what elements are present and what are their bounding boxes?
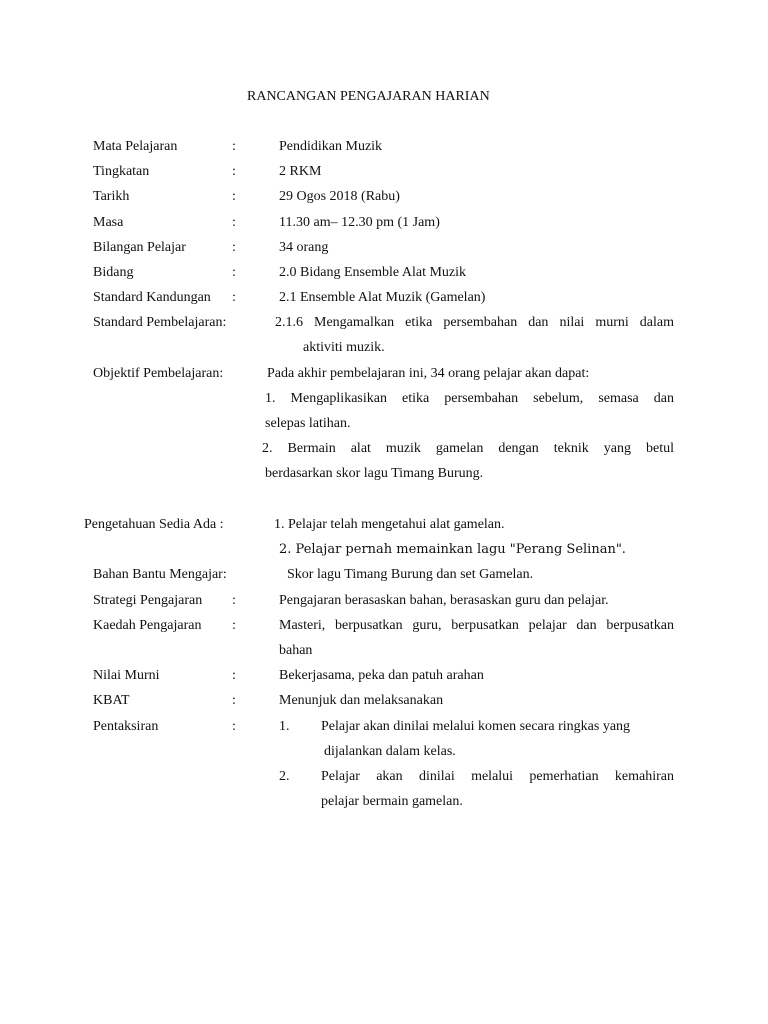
value-nilai-murni: Bekerjasama, peka dan patuh arahan	[279, 668, 484, 683]
value-strategi-pengajaran: Pengajaran berasaskan bahan, berasaskan guru dan pelajar.	[279, 593, 609, 608]
value-kbat: Menunjuk dan melaksanakan	[279, 693, 444, 708]
value-kaedah-pengajaran-line1: Masteri, berpusatkan guru, berpusatkan pelajar dan berpusatkan	[279, 618, 674, 633]
label-standard-kandungan: Standard Kandungan	[93, 290, 211, 305]
pentaksiran-item2-line2: pelajar bermain gamelan.	[321, 794, 463, 809]
label-bilangan-pelajar: Bilangan Pelajar	[93, 240, 186, 255]
colon: :	[232, 719, 236, 734]
pentaksiran-item1-number: 1.	[279, 719, 290, 734]
label-standard-pembelajaran: Standard Pembelajaran:	[93, 315, 227, 330]
colon: :	[232, 164, 236, 179]
colon: :	[232, 139, 236, 154]
label-kaedah-pengajaran: Kaedah Pengajaran	[93, 618, 202, 633]
label-bahan-bantu-mengajar: Bahan Bantu Mengajar:	[93, 567, 227, 582]
value-standard-kandungan: 2.1 Ensemble Alat Muzik (Gamelan)	[279, 290, 486, 305]
label-bidang: Bidang	[93, 265, 134, 280]
pentaksiran-item1-line2: dijalankan dalam kelas.	[324, 744, 456, 759]
value-standard-pembelajaran-line2: aktiviti muzik.	[303, 340, 385, 355]
label-mata-pelajaran: Mata Pelajaran	[93, 139, 178, 154]
pentaksiran-item2-number: 2.	[279, 769, 290, 784]
value-masa: 11.30 am– 12.30 pm (1 Jam)	[279, 215, 440, 230]
objektif-item1-line2: selepas latihan.	[265, 416, 351, 431]
value-bahan-bantu-mengajar: Skor lagu Timang Burung dan set Gamelan.	[287, 567, 534, 582]
colon: :	[232, 240, 236, 255]
pengetahuan-item2: 2. Pelajar pernah memainkan lagu "Perang Selinan".	[279, 542, 626, 557]
colon: :	[232, 693, 236, 708]
page-title: RANCANGAN PENGAJARAN HARIAN	[247, 89, 490, 104]
colon: :	[232, 668, 236, 683]
value-tarikh: 29 Ogos 2018 (Rabu)	[279, 189, 400, 204]
value-standard-pembelajaran-line1: 2.1.6 Mengamalkan etika persembahan dan nilai murni dalam	[275, 315, 674, 330]
colon: :	[232, 593, 236, 608]
colon: :	[232, 618, 236, 633]
colon: :	[232, 290, 236, 305]
label-tarikh: Tarikh	[93, 189, 130, 204]
pentaksiran-item2-line1: Pelajar akan dinilai melalui pemerhatian kemahiran	[321, 769, 674, 784]
value-mata-pelajaran: Pendidikan Muzik	[279, 139, 383, 154]
label-tingkatan: Tingkatan	[93, 164, 150, 179]
value-bilangan-pelajar: 34 orang	[279, 240, 329, 255]
label-strategi-pengajaran: Strategi Pengajaran	[93, 593, 203, 608]
label-nilai-murni: Nilai Murni	[93, 668, 160, 683]
objektif-item1-line1: 1. Mengaplikasikan etika persembahan sebelum, semasa dan	[265, 391, 674, 406]
value-tingkatan: 2 RKM	[279, 164, 322, 179]
objektif-item2-line2: berdasarkan skor lagu Timang Burung.	[265, 466, 484, 481]
label-pengetahuan-sedia-ada: Pengetahuan Sedia Ada :	[84, 517, 224, 532]
colon: :	[232, 189, 236, 204]
label-objektif-pembelajaran: Objektif Pembelajaran:	[93, 366, 224, 381]
colon: :	[232, 265, 236, 280]
objektif-intro: Pada akhir pembelajaran ini, 34 orang pelajar akan dapat:	[267, 366, 590, 381]
label-pentaksiran: Pentaksiran	[93, 719, 159, 734]
label-kbat: KBAT	[93, 693, 130, 708]
value-kaedah-pengajaran-line2: bahan	[279, 643, 313, 658]
pentaksiran-item1-line1: Pelajar akan dinilai melalui komen secara ringkas yang	[321, 719, 631, 734]
colon: :	[232, 215, 236, 230]
value-bidang: 2.0 Bidang Ensemble Alat Muzik	[279, 265, 467, 280]
pengetahuan-item1: 1. Pelajar telah mengetahui alat gamelan.	[274, 517, 505, 532]
objektif-item2-line1: 2. Bermain alat muzik gamelan dengan teknik yang betul	[262, 441, 674, 456]
label-masa: Masa	[93, 215, 124, 230]
